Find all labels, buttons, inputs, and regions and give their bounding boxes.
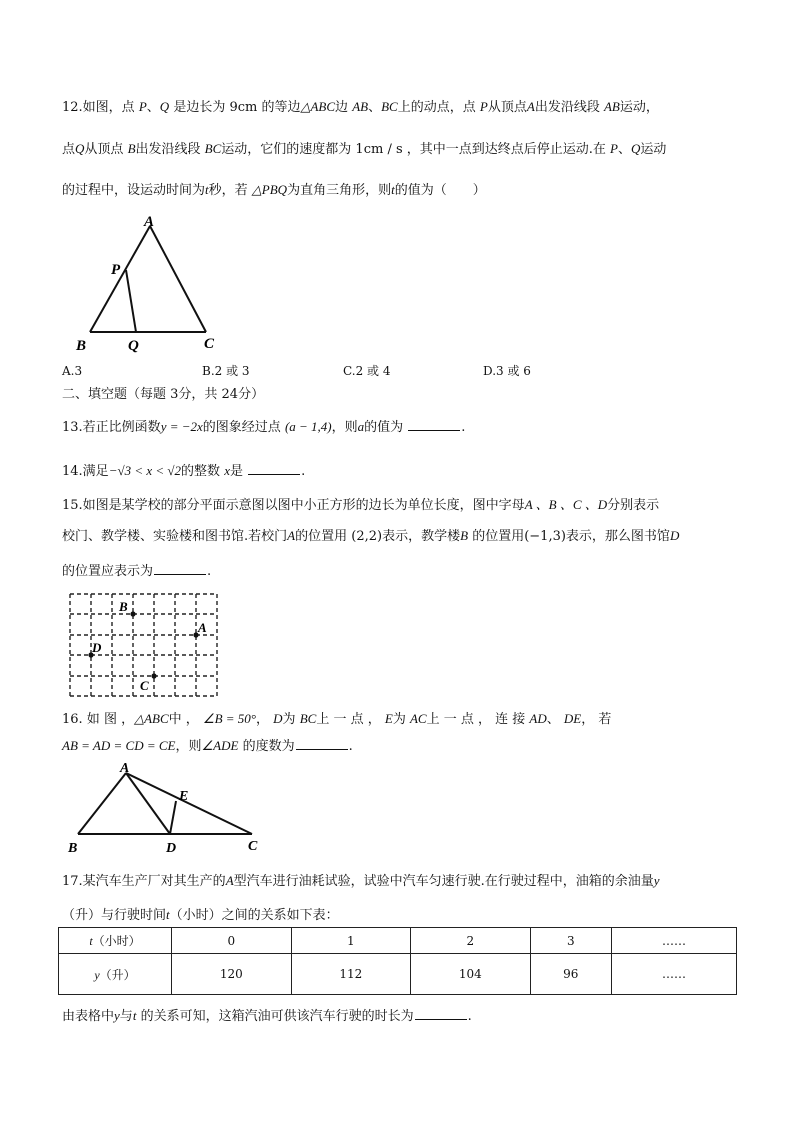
option-a[interactable]: A.3	[62, 364, 83, 378]
label-C: C	[204, 336, 215, 352]
q12-line-1: 12.如图，点 P、Q 是边长为 9cm 的等边△ABC边 AB、BC上的动点，点 P从顶点A出发沿线段 AB运动，	[62, 99, 659, 115]
table-cell: 104	[411, 954, 531, 995]
table-row	[59, 928, 737, 954]
table-cell: 0	[172, 928, 292, 954]
option-b[interactable]: B.2 或 3	[202, 364, 250, 378]
q16-line-2: AB = AD = CD = CE，则∠ADE 的度数为 .	[62, 738, 353, 754]
grid-label-C: C	[140, 678, 149, 693]
label-A: A	[144, 214, 155, 230]
q12-line-3: 的过程中，设运动时间为t秒，若 △PBQ为直角三角形，则t的值为（ ）	[62, 182, 486, 198]
q13: 13.若正比例函数y = −2x的图象经过点 (a − 1,4)，则a的值为 .	[62, 419, 466, 435]
q12-line-2: 点Q从顶点 B出发沿线段 BC运动，它们的速度都为 1cm / s ，其中一点到达终点后停止运动.在 P、Q运动	[62, 141, 667, 157]
q16-line-1: 16. 如 图 ，△ABC中 ， ∠B = 50°， D为 BC上 一 点 ， E为 AC上 一 点 ， 连 接 AD、 DE， 若	[62, 711, 612, 727]
q17-line-3: 由表格中y与t 的关系可知，这箱汽油可供该汽车行驶的时长为 .	[62, 1008, 472, 1024]
table-cell: 112	[291, 954, 411, 995]
table-cell: ……	[612, 928, 737, 954]
table-header-cell: y（升）	[59, 954, 172, 995]
grid-label-D: D	[92, 640, 102, 655]
option-c[interactable]: C.2 或 4	[343, 364, 391, 378]
q17-line-2: （升）与行驶时间t（小时）之间的关系如下表：	[62, 907, 339, 923]
fuel-table	[58, 927, 737, 995]
answer-blank[interactable]	[248, 462, 300, 475]
label-B: B	[68, 841, 78, 854]
q15-line-3: 的位置应表示为 .	[62, 564, 212, 579]
q14: 14.满足−√3 < x < √2的整数 x是 .	[62, 463, 306, 479]
label-Q: Q	[128, 338, 139, 354]
q15-grid-figure	[66, 590, 222, 700]
table-cell: 2	[411, 928, 531, 954]
label-D: D	[166, 841, 177, 854]
section-2-heading: 二、填空题（每题 3分，共 24分）	[62, 387, 265, 402]
table-cell: ……	[612, 954, 737, 995]
answer-blank[interactable]	[415, 1007, 467, 1020]
label-C: C	[248, 839, 258, 854]
answer-blank[interactable]	[296, 737, 348, 750]
table-cell: 120	[172, 954, 292, 995]
table-cell: 3	[530, 928, 611, 954]
table-cell: 96	[530, 954, 611, 995]
label-E: E	[179, 789, 189, 804]
table-row	[59, 954, 737, 995]
grid-label-B: B	[119, 599, 128, 614]
grid-label-A: A	[198, 620, 207, 635]
answer-blank[interactable]	[408, 418, 460, 431]
answer-blank[interactable]	[154, 562, 206, 575]
label-B: B	[76, 338, 87, 354]
q15-line-1: 15.如图是某学校的部分平面示意图以图中小正方形的边长为单位长度，图中字母A 、B 、C 、D分别表示	[62, 497, 660, 513]
table-cell: 1	[291, 928, 411, 954]
label-A: A	[120, 761, 130, 776]
q17-line-1: 17.某汽车生产厂对其生产的A型汽车进行油耗试验，试验中汽车匀速行驶.在行驶过程中，油箱的余油量y	[62, 873, 660, 889]
q12-triangle-figure	[62, 208, 232, 356]
q15-line-2: 校门、教学楼、实验楼和图书馆.若校门A的位置用 (2,2)表示，教学楼B 的位置用(−1,3)表示，那么图书馆D	[62, 528, 680, 544]
q16-triangle-figure	[62, 758, 272, 854]
label-P: P	[111, 262, 121, 278]
table-header-cell: t（小时）	[59, 928, 172, 954]
option-d[interactable]: D.3 或 6	[483, 364, 531, 378]
